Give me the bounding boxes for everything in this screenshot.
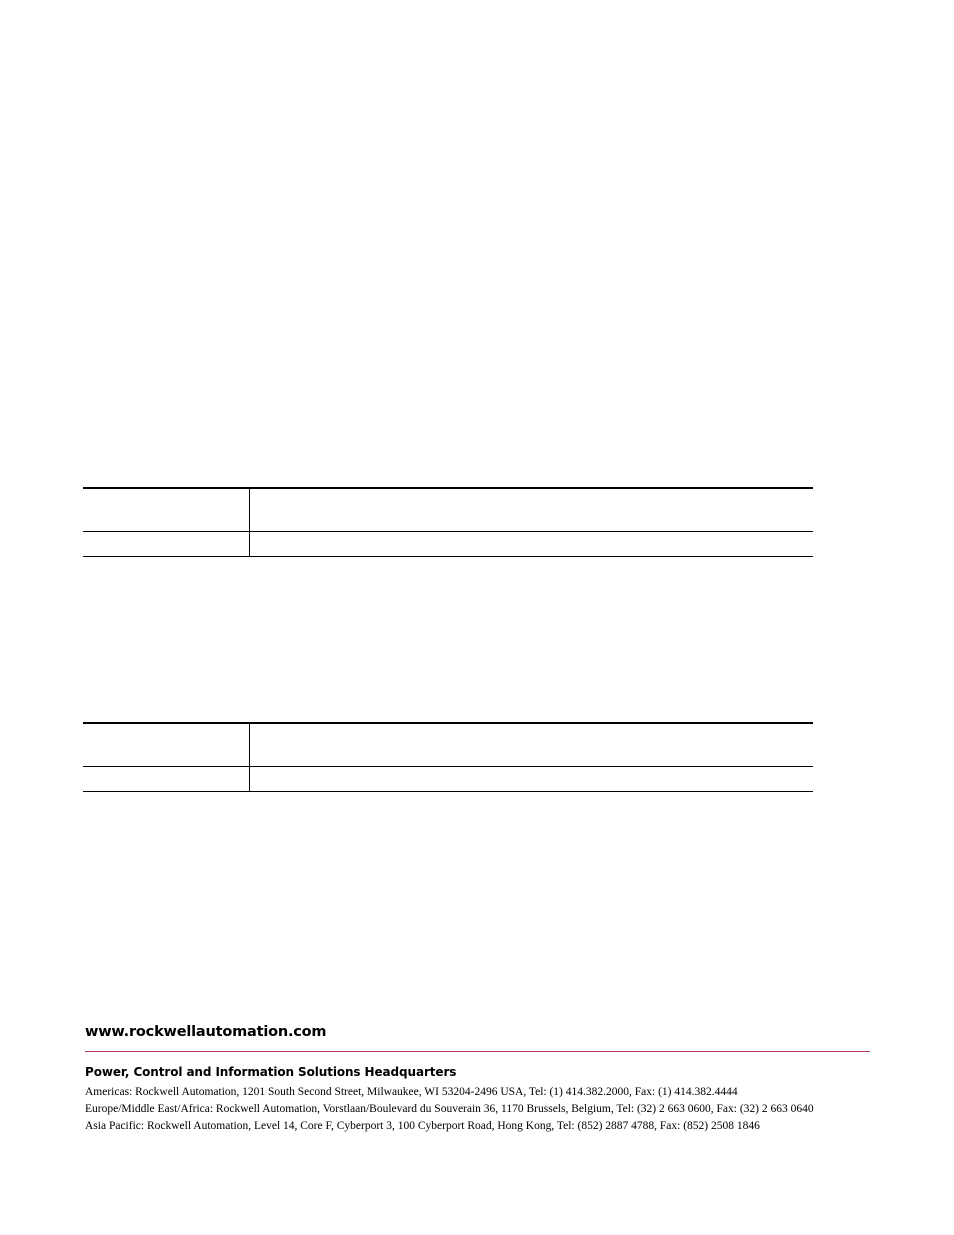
table-header-row [83, 724, 813, 767]
table-header-cell [250, 489, 813, 531]
table-header-row [83, 489, 813, 532]
footer-divider [85, 1051, 870, 1052]
empty-table-2 [83, 722, 813, 792]
table-header-cell [250, 724, 813, 766]
headquarters-title: Power, Control and Information Solutions Headquarters [85, 1065, 457, 1079]
table-header-cell [83, 724, 250, 766]
table-cell [250, 767, 813, 791]
address-americas: Americas: Rockwell Automation, 1201 South Second Street, Milwaukee, WI 53204-2496 USA, Tel: (1) 414.382.2000, Fax: (1) 414.382.4444 [85, 1086, 738, 1098]
empty-table-1 [83, 487, 813, 557]
address-list [85, 1084, 870, 1135]
page-footer [85, 1021, 870, 1135]
table-cell [83, 767, 250, 791]
table-row [83, 532, 813, 556]
table-header-cell [83, 489, 250, 531]
table-row [83, 767, 813, 791]
website-link[interactable]: www.rockwellautomation.com [85, 1024, 327, 1040]
address-emea: Europe/Middle East/Africa: Rockwell Automation, Vorstlaan/Boulevard du Souverain 36, 1170 Brussels, Belgium, Tel: (32) 2 663 0600, Fax: (32) 2 663 0640 [85, 1103, 814, 1115]
table-cell [250, 532, 813, 556]
table-cell [83, 532, 250, 556]
address-asia-pacific: Asia Pacific: Rockwell Automation, Level 14, Core F, Cyberport 3, 100 Cyberport Road, Hong Kong, Tel: (852) 2887 4788, Fax: (852) 2508 1846 [85, 1120, 760, 1132]
